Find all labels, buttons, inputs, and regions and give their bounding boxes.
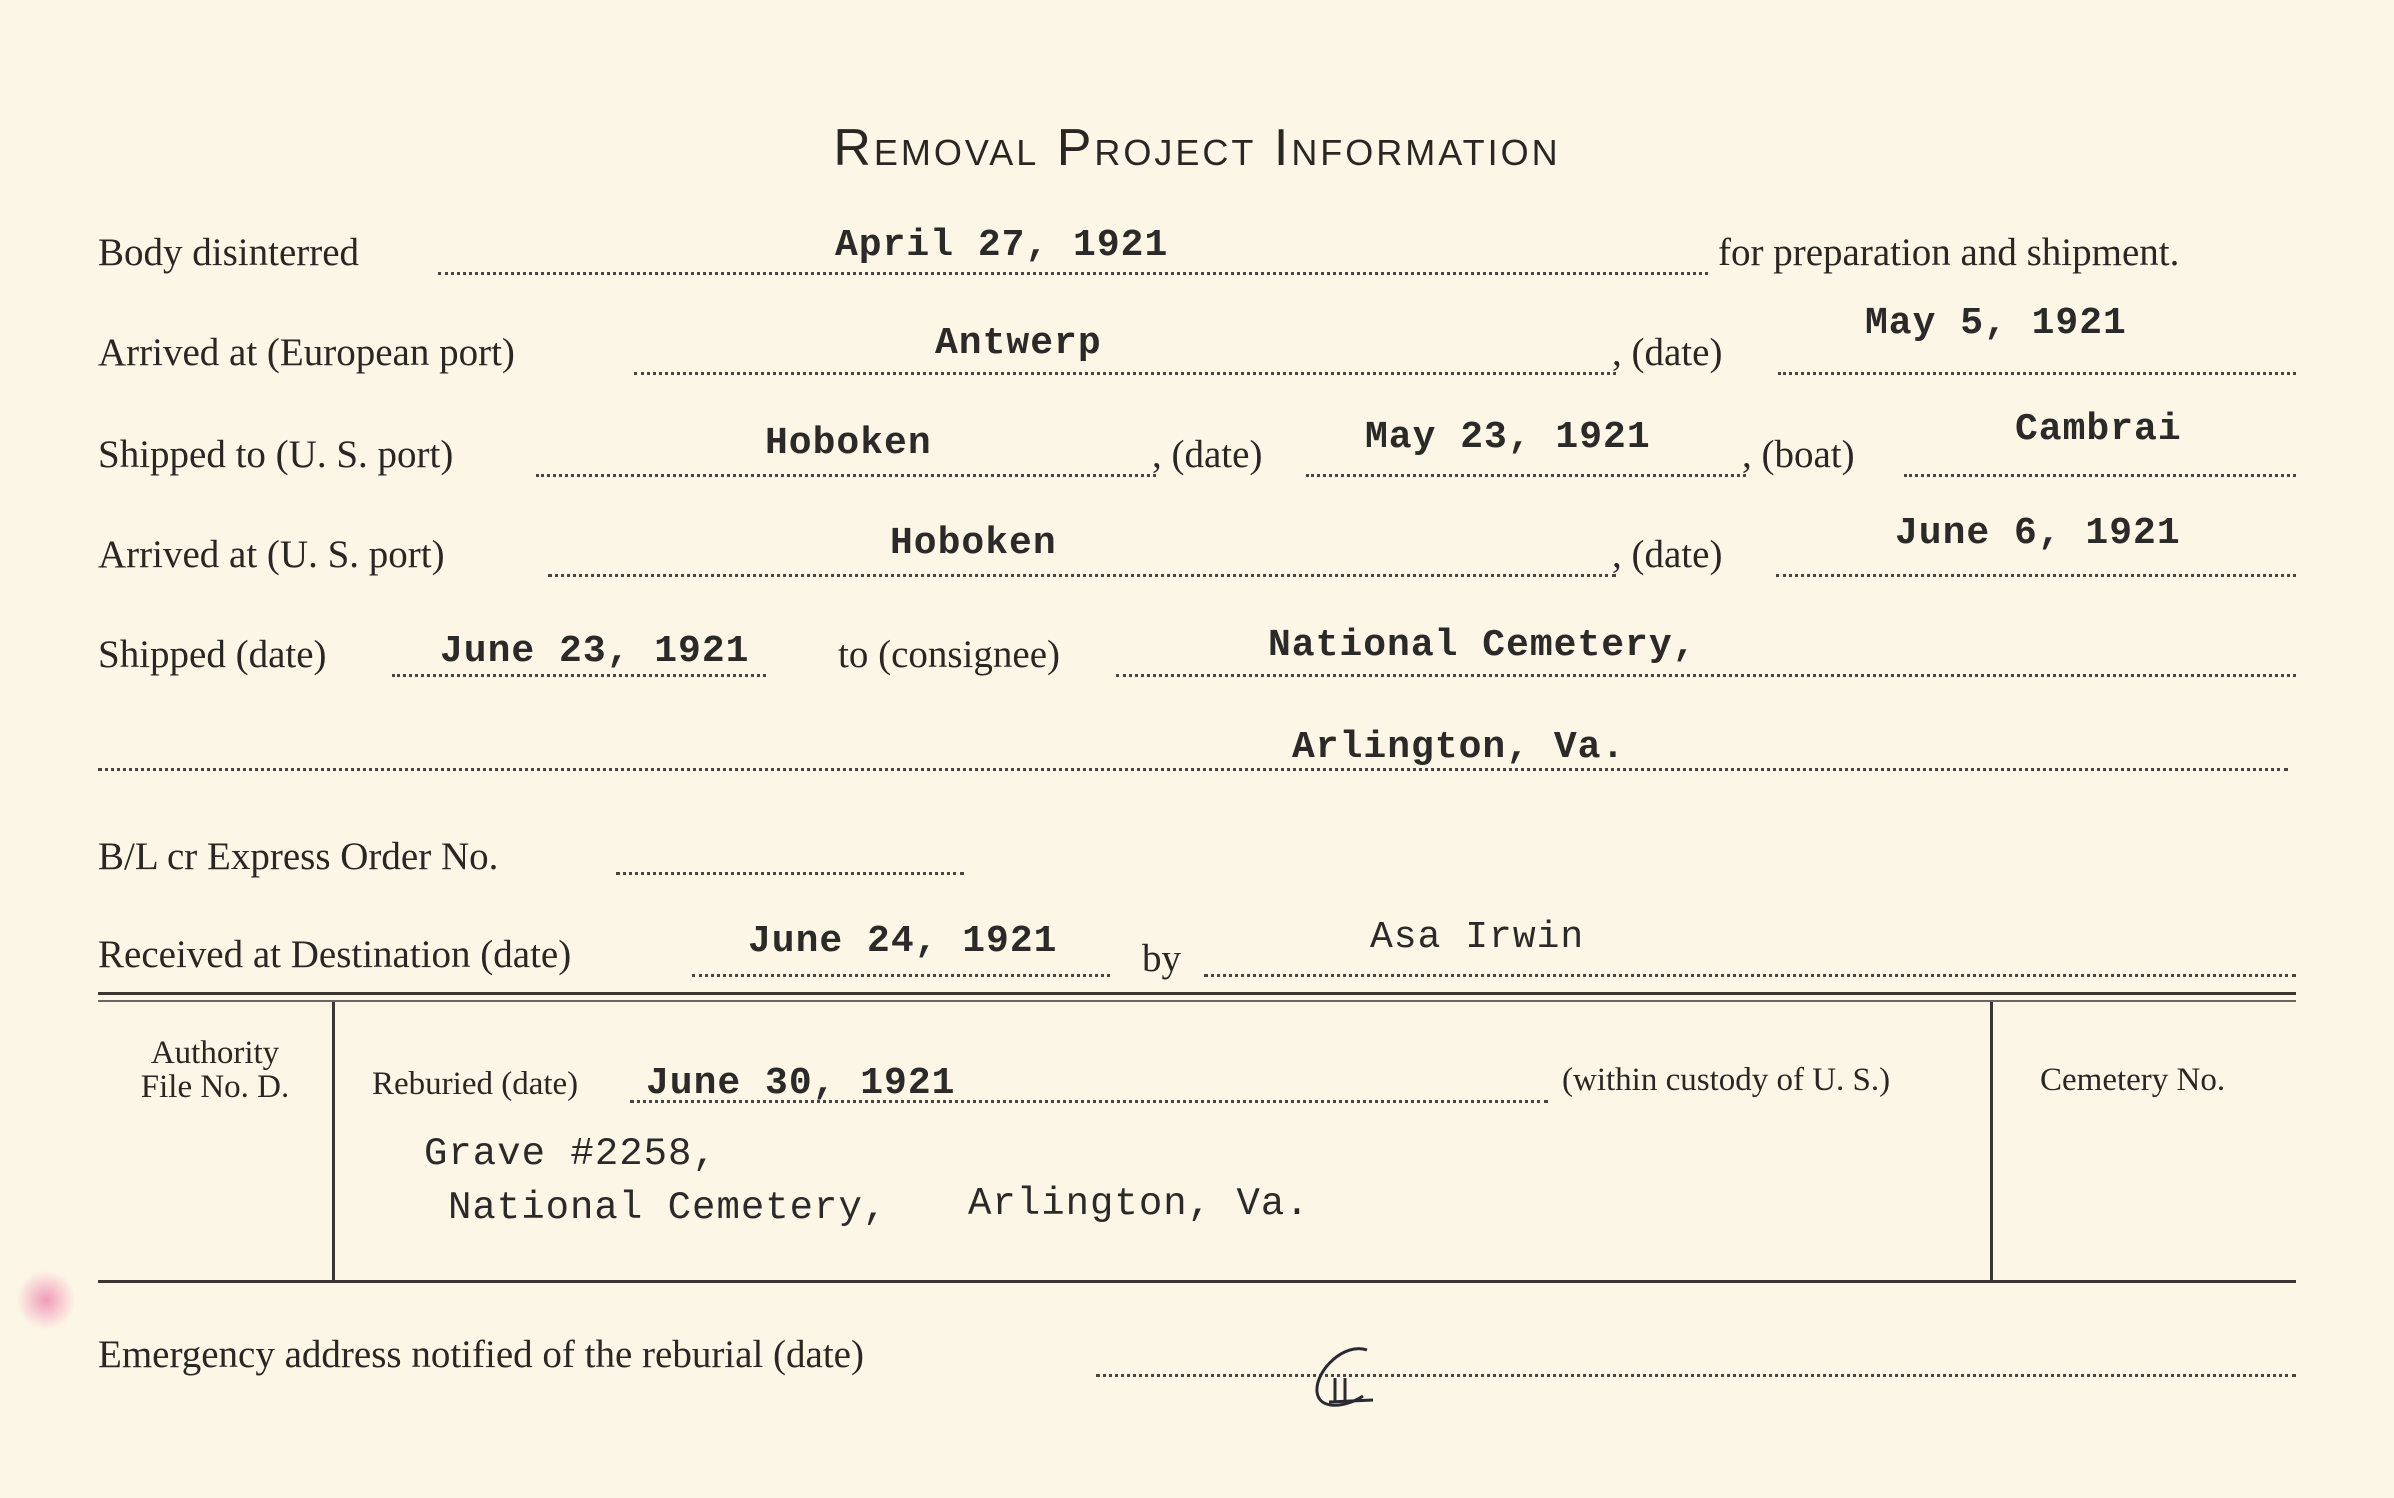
box-top-rule	[98, 992, 2296, 995]
consignee-value-2: Arlington, Va.	[1292, 726, 1626, 769]
arrived-european-port: Antwerp	[935, 322, 1102, 365]
handwritten-initials-mark	[1305, 1340, 1385, 1420]
arrived-european-date-line	[1778, 372, 2296, 375]
received-by: Asa Irwin	[1370, 916, 1585, 959]
bl-order-line	[616, 872, 964, 875]
custody-label: (within custody of U. S.)	[1562, 1062, 1891, 1098]
shipped-us-line	[536, 474, 1156, 477]
bl-order-label: B/L cr Express Order No.	[98, 835, 499, 878]
row-disinterred	[0, 224, 2394, 290]
cemetery-no-label: Cemetery No.	[2040, 1062, 2226, 1098]
row-shipped-date	[0, 624, 2394, 692]
emergency-label: Emergency address notified of the reburial (date)	[98, 1333, 864, 1376]
shipped-date-value: June 23, 1921	[440, 630, 750, 673]
arrived-us-date-line	[1776, 574, 2296, 577]
shipped-us-date-line	[1306, 474, 1746, 477]
received-date-line	[692, 974, 1110, 977]
received-by-line	[1204, 974, 2296, 977]
authority-label: Authority	[150, 1035, 280, 1071]
arrived-european-line	[634, 372, 1616, 375]
consignee-line	[1116, 674, 2296, 677]
consignee-value-1: National Cemetery,	[1268, 624, 1697, 667]
arrived-european-date: May 5, 1921	[1865, 302, 2127, 345]
row-arrived-us	[0, 512, 2394, 592]
grave-line-1: Grave #2258,	[424, 1132, 717, 1176]
received-by-label: by	[1142, 937, 1181, 980]
consignee-label: to (consignee)	[838, 633, 1061, 676]
shipped-us-boat: Cambrai	[2015, 408, 2182, 451]
box-top-rule-2	[98, 1000, 2296, 1002]
shipped-us-label: Shipped to (U. S. port)	[98, 433, 454, 476]
consignee-line-2	[98, 768, 2288, 771]
received-date: June 24, 1921	[748, 920, 1058, 963]
disinterred-line	[438, 272, 1708, 275]
file-no-label: File No. D.	[140, 1069, 290, 1105]
box-bottom-rule	[98, 1280, 2296, 1283]
arrived-us-date-label: , (date)	[1612, 533, 1723, 576]
shipped-us-boat-label: , (boat)	[1742, 433, 1855, 476]
row-shipped-us	[0, 408, 2394, 492]
pink-stain	[16, 1270, 76, 1330]
shipped-us-boat-line	[1904, 474, 2296, 477]
shipped-us-port: Hoboken	[765, 422, 932, 465]
arrived-european-label: Arrived at (European port)	[98, 331, 515, 374]
box-divider-left	[332, 1002, 335, 1280]
received-label: Received at Destination (date)	[98, 933, 572, 976]
arrived-european-date-label: , (date)	[1612, 331, 1723, 374]
disinterred-label: Body disinterred	[98, 231, 360, 274]
arrived-us-line	[548, 574, 1616, 577]
reburied-label: Reburied (date)	[372, 1066, 579, 1102]
authority-cell	[110, 1036, 320, 1104]
arrived-us-date: June 6, 1921	[1895, 512, 2181, 555]
row-consignee-continued	[0, 726, 2394, 790]
row-bl-order	[0, 834, 2394, 894]
emergency-line	[1096, 1374, 2296, 1377]
row-arrived-european	[0, 302, 2394, 390]
arrived-us-port: Hoboken	[890, 522, 1057, 565]
shipped-date-label: Shipped (date)	[98, 633, 327, 676]
disinterred-suffix: for preparation and shipment.	[1718, 231, 2180, 274]
page-title: Removal Project Information	[833, 119, 1561, 177]
disinterred-value: April 27, 1921	[835, 224, 1169, 267]
shipped-us-date-label: , (date)	[1152, 433, 1263, 476]
shipped-us-date: May 23, 1921	[1365, 416, 1651, 459]
arrived-us-label: Arrived at (U. S. port)	[98, 533, 445, 576]
shipped-date-line	[392, 674, 766, 677]
reburied-date: June 30, 1921	[646, 1062, 956, 1105]
grave-line-2: National Cemetery,	[448, 1186, 888, 1230]
row-received	[0, 916, 2394, 992]
box-divider-right	[1990, 1002, 1993, 1280]
row-emergency	[0, 1332, 2394, 1392]
grave-line-3: Arlington, Va.	[968, 1182, 1310, 1226]
